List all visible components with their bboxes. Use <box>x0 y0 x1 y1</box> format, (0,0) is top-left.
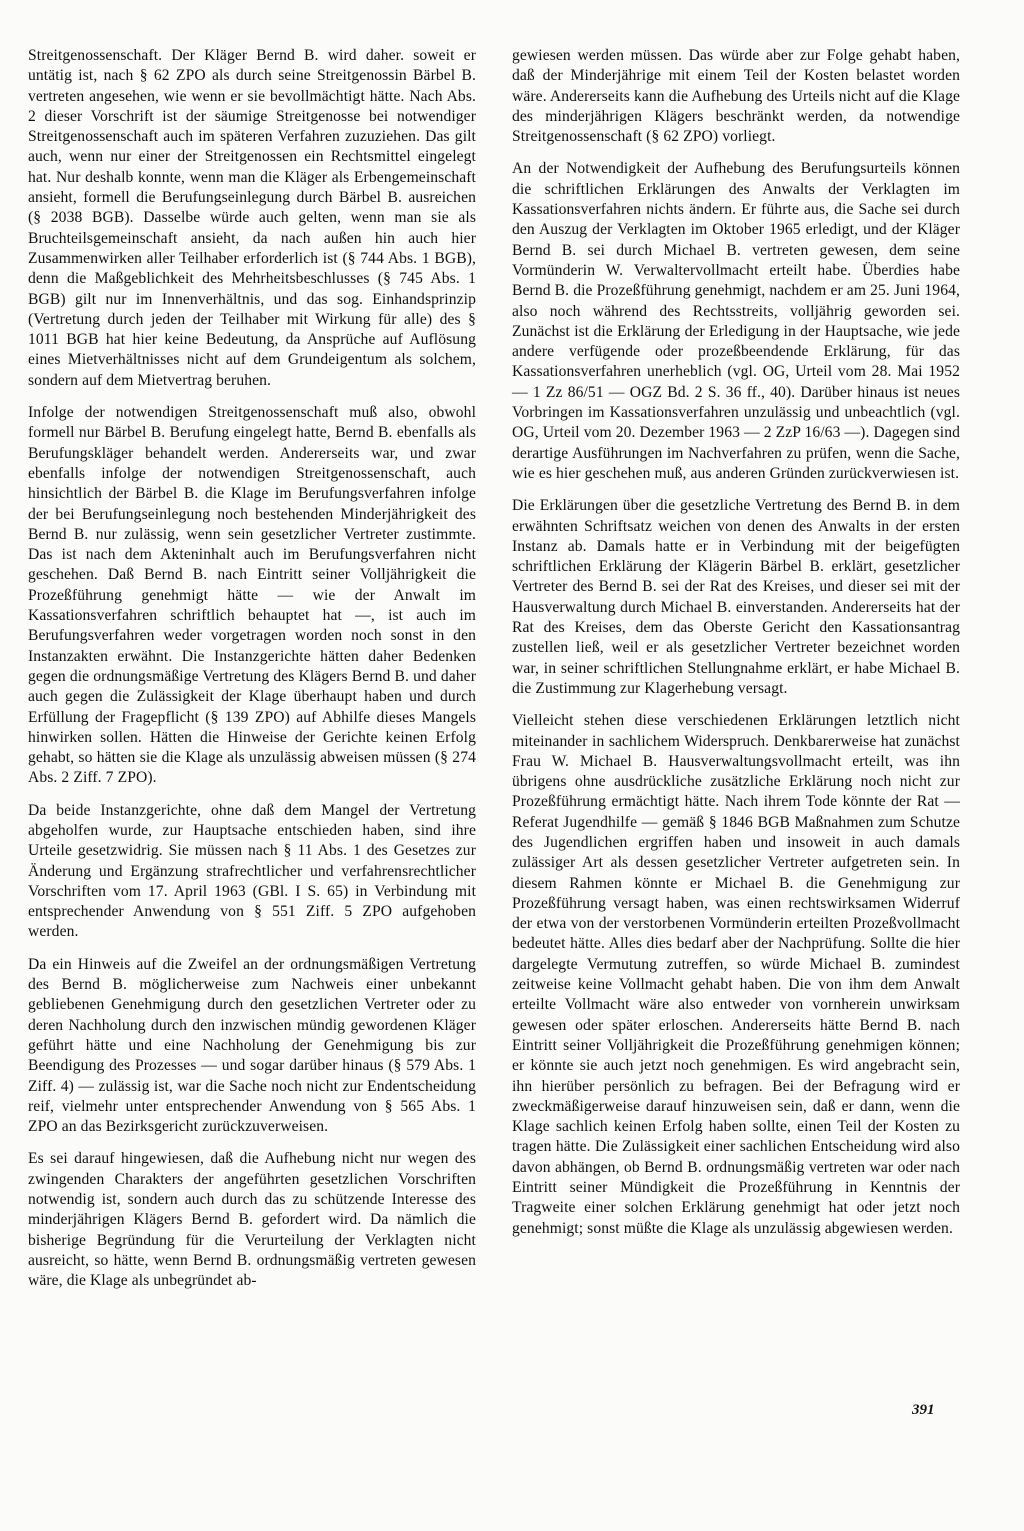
paragraph: Da ein Hinweis auf die Zweifel an der ordnungsmäßigen Vertretung des Bernd B. möglicherweise zum Nachweis einer unbekannt gebliebenen Genehmigung durch den gesetzlichen Vertreter oder zu deren Nachholung durch den inzwischen mündig gewordenen Kläger geführt hätte und eine Nachholung der Genehmigung bis zur Beendigung des Prozesses — und sogar darüber hinaus (§ 579 Abs. 1 Ziff. 4) — zulässig ist, war die Sache noch nicht zur Endentscheidung reif, vielmehr unter entsprechender Anwendung von § 565 Abs. 1 ZPO an das Bezirksgericht zurückzuverweisen. <box>28 955 476 1136</box>
paragraph: gewiesen werden müssen. Das würde aber zur Folge gehabt haben, daß der Minderjährige mit einem Teil der Kosten belastet worden wäre. Andererseits kann die Aufhebung des Urteils nicht auf die Klage des minderjährigen Klägers beschränkt werden, da notwendige Streitgenossenschaft (§ 62 ZPO) vorliegt. <box>512 47 960 146</box>
paragraph: Infolge der notwendigen Streitgenossenschaft muß also, obwohl formell nur Bärbel B. Berufung eingelegt hatte, Bernd B. ebenfalls als Berufungskläger behandelt werden. Andererseits war, und zwar ebenfalls infolge der notwendigen Streitgenossenschaft, auch hinsichtlich der Bärbel B. die Klage im Berufungsverfahren infolge der bei Berufungseinlegung noch bestehenden Minderjährigkeit des Bernd B. nur zulässig, wenn sein gesetzlicher Vertreter zustimmte. Das ist nach dem Akteninhalt auch im Berufungsverfahren nicht geschehen. Daß Bernd B. nach Eintritt seiner Volljährigkeit die Prozeßführung genehmigt hätte — wie der Anwalt im Kassationsverfahren schriftlich behauptet hat —, ist auch im Berufungsverfahren weder vorgetragen worden noch sonst in den Instanzakten erwähnt. Die Instanzgerichte hätten daher Bedenken gegen die ordnungsmäßige Vertretung des Klägers Bernd B. und daher auch gegen die Zulässigkeit der Klage überhaupt haben und durch Erfüllung der Fragepflicht (§ 139 ZPO) auf Abhilfe dieses Mangels hinwirken sollen. Hätten die Hinweise der Gerichte keinen Erfolg gehabt, so hätten sie die Klage als unzulässig abweisen müssen (§ 274 Abs. 2 Ziff. 7 ZPO). <box>28 404 476 787</box>
page-number: 391 <box>912 1402 935 1418</box>
right-column <box>512 46 960 1251</box>
paragraph: Vielleicht stehen diese verschiedenen Erklärungen letztlich nicht miteinander in sachlichem Widerspruch. Denkbarerweise hat zunächst Frau W. Michael B. Hausverwaltungsvollmacht erteilt, was ihn übrigens ohne ausdrückliche zusätzliche Erklärung noch nicht zur Prozeßführung ermächtigt hätte. Nach ihrem Tode könnte der Rat — Referat Jugendhilfe — gemäß § 1846 BGB Maßnahmen zum Schutze des Jugendlichen ergriffen haben und insoweit in auch damals zulässiger Art als dessen gesetzlicher Vertreter aufgetreten sein. In diesem Rahmen könnte er Michael B. die Genehmigung zur Prozeßführung versagt haben, was einen rechtswirksamen Widerruf der etwa von der verstorbenen Vormünderin erteilten Prozeßvollmacht bedeutet hätte. Alles dies bedarf aber der Nachprüfung. Sollte die hier dargelegte Vermutung zutreffen, so würde Michael B. zumindest zeitweise keine Vollmacht gehabt haben. Die von ihm dem Anwalt erteilte Vollmacht wäre also entweder von vornherein unwirksam gewesen oder später erloschen. Andererseits hätte Bernd B. nach Eintritt seiner Volljährigkeit die Prozeßführung genehmigen können; er könnte sie auch jetzt noch genehmigen. Es wird angebracht sein, ihn hierüber persönlich zu befragen. Bei der Befragung wird er zweckmäßigerweise darauf hinzuweisen sein, daß er dann, wenn die Klage sachlich keinen Erfolg haben sollte, einen Teil der Kosten zu tragen hätte. Die Zulässigkeit einer sachlichen Entscheidung wird also davon abhängen, ob Bernd B. ordnungsmäßig vertreten war oder nach Eintritt seiner Mündigkeit die Prozeßführung in Kenntnis der Tragweite einer solchen Erklärung genehmigt hat oder jetzt noch genehmigt; sonst müßte die Klage als unzulässig abgewiesen werden. <box>512 712 960 1237</box>
paragraph: Es sei darauf hingewiesen, daß die Aufhebung nicht nur wegen des zwingenden Charakters der angeführten gesetzlichen Vorschriften notwendig ist, sondern auch durch das zu schützende Interesse des minderjährigen Klägers Bernd B. gefordert wird. Da nämlich die bisherige Begründung für die Verurteilung der Verklagten nicht ausreicht, so hätte, wenn Bernd B. ordnungsmäßig vertreten gewesen wäre, die Klage als unbegründet ab- <box>28 1150 476 1290</box>
paragraph: Streitgenossenschaft. Der Kläger Bernd B. wird daher. soweit er untätig ist, nach § 62 ZPO als durch seine Streitgenossin Bärbel B. vertreten angesehen, wie wenn er sie bevollmächtigt hätte. Nach Abs. 2 dieser Vorschrift ist der säumige Streitgenosse bei notwendiger Streitgenossenschaft auch im späteren Verfahren zuzuziehen. Das gilt auch, wenn nur einer der Streitgenossen ein Rechtsmittel eingelegt hat. Nur deshalb konnte, wenn man die Kläger als Erbengemeinschaft ansieht, formell die Berufungseinlegung durch Bärbel B. ausreichen (§ 2038 BGB). Dasselbe würde auch gelten, wenn man sie als Bruchteilsgemeinschaft ansieht, da nach außen hin auch hier Zusammenwirken aller Teilhaber erforderlich ist (§ 744 Abs. 1 BGB), denn die Maßgeblichkeit des Mehrheitsbeschlusses (§ 745 Abs. 1 BGB) gilt nur im Innenverhältnis, und das sog. Einhandsprinzip (Vertretung durch jeden der Teilhaber mit Wirkung für alle) des § 1011 BGB hat hier keine Bedeutung, da Ansprüche auf Auflösung eines Mietverhältnisses nicht auf dem Grundeigentum als solchem, sondern auf dem Mietvertrag beruhen. <box>28 47 476 389</box>
paragraph: Da beide Instanzgerichte, ohne daß dem Mangel der Vertretung abgeholfen wurde, zur Hauptsache entschieden haben, sind ihre Urteile gesetzwidrig. Sie müssen nach § 11 Abs. 1 des Gesetzes zur Änderung und Ergänzung strafrechtlicher und verfahrensrechtlicher Vorschriften vom 17. April 1963 (GBl. I S. 65) in Verbindung mit entsprechender Anwendung von § 551 Ziff. 5 ZPO aufgehoben werden. <box>28 801 476 941</box>
left-column <box>28 46 476 1304</box>
paragraph: Die Erklärungen über die gesetzliche Vertretung des Bernd B. in dem erwähnten Schriftsatz weichen von denen des Anwalts in der ersten Instanz ab. Damals hatte er in Verbindung mit der beigefügten schriftlichen Erklärung der Klägerin Bärbel B. erklärt, gesetzlicher Vertreter des Bernd B. sei der Rat des Kreises, und dieser sei mit der Hausverwaltung durch Michael B. einverstanden. Andererseits hat der Rat des Kreises, dem das Oberste Gericht den Kassationsantrag zustellen ließ, weil er als gesetzlicher Vertreter bezeichnet worden war, in seiner schriftlichen Stellungnahme erklärt, er habe Michael B. die Zustimmung zur Klagerhebung versagt. <box>512 497 960 697</box>
paragraph: An der Notwendigkeit der Aufhebung des Berufungsurteils können die schriftlichen Erklärungen des Anwalts der Verklagten im Kassationsverfahren nichts ändern. Er führte aus, die Sache sei durch den Auszug der Verklagten im Oktober 1965 erledigt, und der Kläger Bernd B. sei durch Michael B. vertreten gewesen, dem seine Vormünderin W. Verwaltervollmacht erteilt habe. Überdies habe Bernd B. die Prozeßführung genehmigt, nachdem er am 25. Juni 1964, also noch während des Rechtsstreits, volljährig geworden sei. Zunächst ist die Erklärung der Erledigung in der Hauptsache, wie jede andere verfügende oder prozeßbeendende Erklärung, für das Kassationsverfahren unerheblich (vgl. OG, Urteil vom 28. Mai 1952 — 1 Zz 86/51 — OGZ Bd. 2 S. 36 ff., 40). Darüber hinaus ist neues Vorbringen im Kassationsverfahren unzulässig und unbeachtlich (vgl. OG, Urteil vom 20. Dezember 1963 — 2 ZzP 16/63 —). Dagegen sind derartige Ausführungen im Nachverfahren zu prüfen, wenn die Sache, wie es hier geschehen muß, aus anderen Gründen zurückverwiesen ist. <box>512 160 960 482</box>
